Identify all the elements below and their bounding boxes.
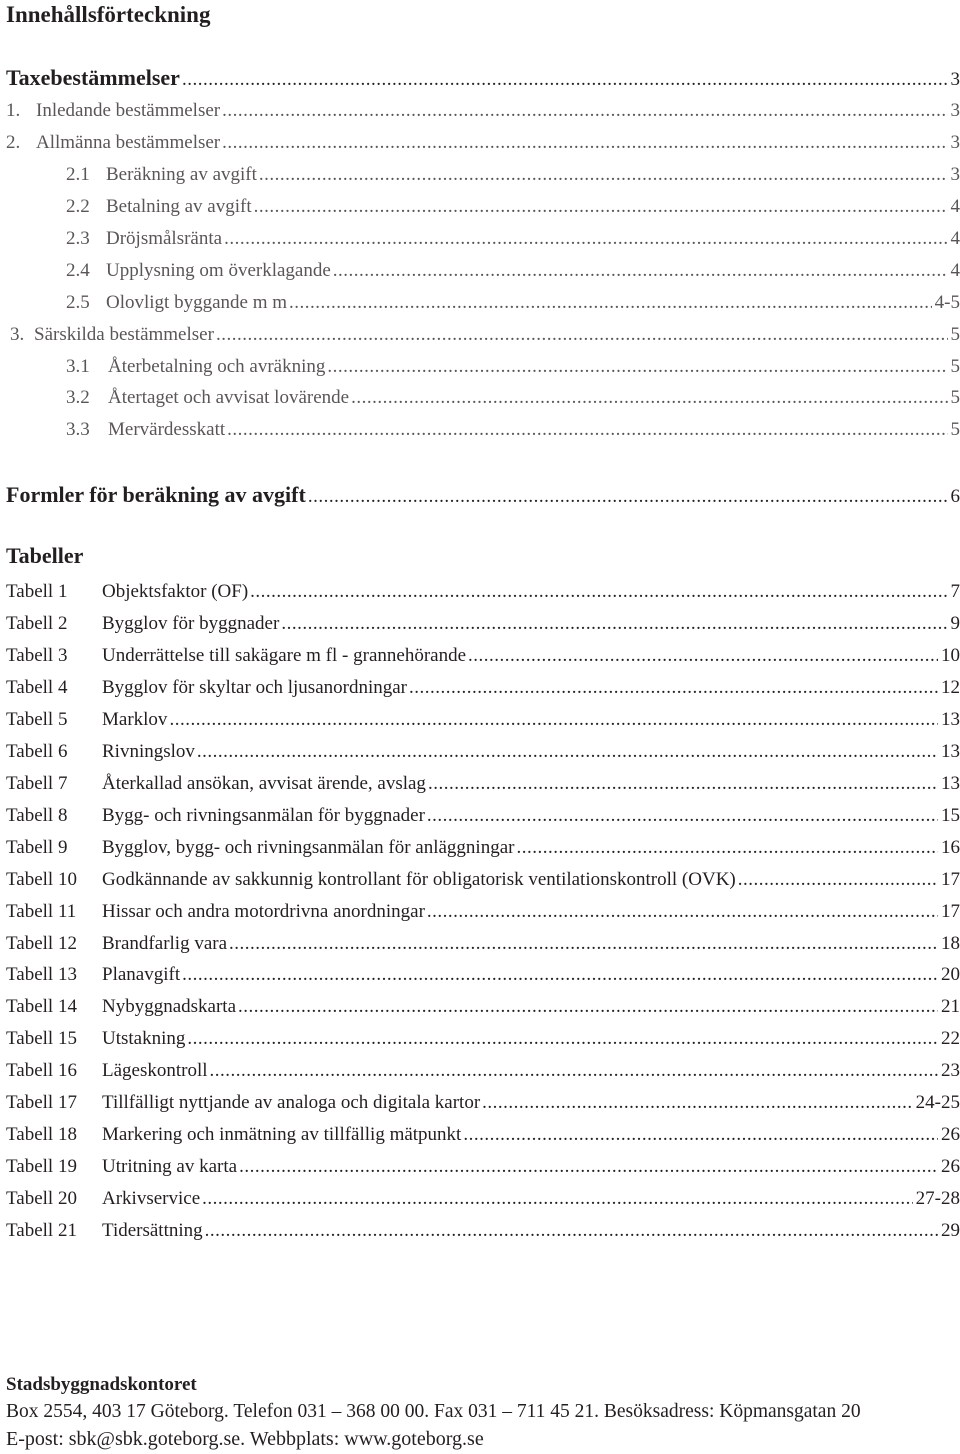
footer-organization: Stadsbyggnadskontoret (6, 1374, 197, 1395)
table-label: Godkännande av sakkunnig kontrollant för obligatorisk ventilationskontroll (OVK) (102, 869, 736, 890)
leader-dots (187, 1024, 938, 1054)
toc-page: 4 (950, 260, 960, 281)
table-number: Tabell 19 (6, 1156, 77, 1177)
toc-label: Formler för beräkning av avgift (6, 482, 306, 507)
leader-dots (468, 641, 938, 671)
table-label: Tidersättning (102, 1220, 203, 1241)
toc-entry-taxebestammelser[interactable] (0, 63, 960, 93)
table-number: Tabell 10 (6, 869, 77, 890)
leader-dots (463, 1120, 938, 1150)
toc-number: 3.2 (66, 387, 90, 408)
table-entry[interactable] (0, 1184, 960, 1214)
table-number: Tabell 15 (6, 1028, 77, 1049)
leader-dots (738, 865, 938, 895)
toc-number: 3. (10, 324, 25, 345)
table-entry[interactable] (0, 769, 960, 799)
table-page: 10 (941, 645, 960, 666)
table-page: 9 (950, 613, 960, 634)
leader-dots (259, 160, 948, 190)
toc-number: 1. (6, 100, 21, 121)
tabeller-heading: Tabeller (6, 543, 84, 568)
table-entry[interactable] (0, 1024, 960, 1054)
table-entry[interactable] (0, 1152, 960, 1182)
toc-page: 5 (950, 356, 960, 377)
table-entry[interactable] (0, 737, 960, 767)
table-entry[interactable] (0, 992, 960, 1022)
toc-page: 3 (950, 164, 960, 185)
table-label: Arkivservice (102, 1188, 201, 1209)
table-entry[interactable] (0, 641, 960, 671)
table-page: 13 (941, 709, 960, 730)
table-entry[interactable] (0, 1216, 960, 1246)
table-number: Tabell 6 (6, 741, 68, 762)
leader-dots (197, 737, 938, 767)
toc-page: 5 (950, 324, 960, 345)
table-page: 18 (941, 933, 960, 954)
toc-label: Mervärdesskatt (108, 419, 226, 440)
leader-dots (327, 352, 947, 382)
table-label: Bygg- och rivningsanmälan för byggnader (102, 805, 425, 826)
footer-address: Box 2554, 403 17 Göteborg. Telefon 031 – 368 00 00. Fax 031 – 711 45 21. Besöksadress: Köpmansgatan 20 (6, 1401, 861, 1422)
page-title: Innehållsförteckning (6, 2, 211, 27)
toc-entry-2[interactable] (0, 128, 960, 158)
leader-dots (182, 960, 938, 990)
toc-page: 3 (950, 69, 960, 90)
toc-label: Särskilda bestämmelser (34, 324, 214, 345)
toc-entry-2-1[interactable] (0, 160, 960, 190)
toc-page: 4-5 (934, 292, 960, 313)
toc-label: Taxebestämmelser (6, 65, 180, 90)
table-label: Objektsfaktor (OF) (102, 581, 249, 602)
table-entry[interactable] (0, 1088, 960, 1118)
table-number: Tabell 4 (6, 677, 68, 698)
table-page: 20 (941, 964, 960, 985)
leader-dots (250, 577, 947, 607)
toc-number: 2.1 (66, 164, 90, 185)
table-page: 26 (941, 1124, 960, 1145)
leader-dots (427, 801, 938, 831)
leader-dots (516, 833, 938, 863)
toc-entry-3-3[interactable] (0, 415, 960, 445)
leader-dots (216, 320, 948, 350)
table-number: Tabell 17 (6, 1092, 77, 1113)
table-page: 27-28 (915, 1188, 960, 1209)
toc-label: Olovligt byggande m m (106, 292, 288, 313)
table-entry[interactable] (0, 960, 960, 990)
toc-page: 3 (950, 132, 960, 153)
toc-entry-3-1[interactable] (0, 352, 960, 382)
table-number: Tabell 20 (6, 1188, 77, 1209)
table-entry[interactable] (0, 833, 960, 863)
leader-dots (238, 992, 938, 1022)
table-number: Tabell 1 (6, 581, 68, 602)
toc-number: 3.1 (66, 356, 90, 377)
leader-dots (308, 482, 948, 512)
leader-dots (427, 897, 938, 927)
table-page: 15 (941, 805, 960, 826)
toc-label: Beräkning av avgift (106, 164, 257, 185)
table-page: 17 (941, 869, 960, 890)
toc-entry-2-2[interactable] (0, 192, 960, 222)
toc-label: Allmänna bestämmelser (36, 132, 221, 153)
toc-page: 5 (950, 419, 960, 440)
table-page: 13 (941, 773, 960, 794)
table-number: Tabell 5 (6, 709, 68, 730)
table-number: Tabell 13 (6, 964, 77, 985)
toc-label: Återbetalning och avräkning (108, 356, 326, 377)
toc-label: Inledande bestämmelser (36, 100, 221, 121)
table-entry[interactable] (0, 801, 960, 831)
table-label: Hissar och andra motordrivna anordningar (102, 901, 425, 922)
leader-dots (409, 673, 938, 703)
table-entry[interactable] (0, 609, 960, 639)
toc-label: Upplysning om överklagande (106, 260, 331, 281)
leader-dots (254, 192, 948, 222)
table-label: Bygglov för byggnader (102, 613, 280, 634)
toc-page: 3 (950, 100, 960, 121)
table-label: Bygglov för skyltar och ljusanordningar (102, 677, 408, 698)
table-label: Rivningslov (102, 741, 195, 762)
table-number: Tabell 11 (6, 901, 77, 922)
leader-dots (229, 929, 938, 959)
footer-contact: E-post: sbk@sbk.goteborg.se. Webbplats: www.goteborg.se (6, 1428, 484, 1450)
toc-label: Återtaget och avvisat lovärende (108, 387, 350, 408)
table-label: Underrättelse till sakägare m fl - grannehörande (102, 645, 467, 666)
toc-entry-3-2[interactable] (0, 383, 960, 413)
toc-label: Betalning av avgift (106, 196, 252, 217)
toc-page: 4 (950, 228, 960, 249)
table-entry[interactable] (0, 705, 960, 735)
table-page: 21 (941, 996, 960, 1017)
table-page: 17 (941, 901, 960, 922)
table-number: Tabell 21 (6, 1220, 77, 1241)
table-number: Tabell 16 (6, 1060, 77, 1081)
table-number: Tabell 18 (6, 1124, 77, 1145)
toc-number: 2. (6, 132, 21, 153)
toc-entry-2-3[interactable] (0, 224, 960, 254)
table-label: Utstakning (102, 1028, 186, 1049)
table-page: 26 (941, 1156, 960, 1177)
table-entry[interactable] (0, 577, 960, 607)
table-label: Planavgift (102, 964, 181, 985)
table-number: Tabell 12 (6, 933, 77, 954)
table-label: Markering och inmätning av tillfällig mätpunkt (102, 1124, 462, 1145)
toc-entry-3[interactable] (0, 320, 960, 350)
table-page: 7 (950, 581, 960, 602)
table-entry[interactable] (0, 865, 960, 895)
toc-entry-2-4[interactable] (0, 256, 960, 286)
toc-entry-formler[interactable] (0, 480, 960, 510)
toc-number: 3.3 (66, 419, 90, 440)
leader-dots (289, 288, 932, 318)
leader-dots (227, 415, 947, 445)
table-entry[interactable] (0, 897, 960, 927)
toc-number: 2.5 (66, 292, 90, 313)
table-label: Marklov (102, 709, 168, 730)
table-number: Tabell 8 (6, 805, 68, 826)
table-page: 23 (941, 1060, 960, 1081)
toc-entry-2-5[interactable] (0, 288, 960, 318)
table-label: Utritning av karta (102, 1156, 238, 1177)
table-page: 29 (941, 1220, 960, 1241)
table-number: Tabell 9 (6, 837, 68, 858)
table-label: Tillfälligt nyttjande av analoga och digitala kartor (102, 1092, 481, 1113)
leader-dots (182, 65, 948, 95)
table-entry[interactable] (0, 929, 960, 959)
table-label: Återkallad ansökan, avvisat ärende, avslag (102, 773, 426, 794)
toc-number: 2.4 (66, 260, 90, 281)
leader-dots (239, 1152, 938, 1182)
toc-page: 6 (950, 486, 960, 507)
leader-dots (222, 128, 947, 158)
leader-dots (428, 769, 938, 799)
table-page: 22 (941, 1028, 960, 1049)
toc-entry-1[interactable] (0, 96, 960, 126)
leader-dots (210, 1056, 938, 1086)
toc-label: Dröjsmålsränta (106, 228, 223, 249)
toc-page: 5 (950, 387, 960, 408)
table-label: Bygglov, bygg- och rivningsanmälan för anläggningar (102, 837, 515, 858)
table-label: Lägeskontroll (102, 1060, 208, 1081)
table-number: Tabell 2 (6, 613, 68, 634)
table-number: Tabell 14 (6, 996, 77, 1017)
leader-dots (169, 705, 938, 735)
toc-number: 2.3 (66, 228, 90, 249)
table-number: Tabell 3 (6, 645, 68, 666)
leader-dots (281, 609, 947, 639)
leader-dots (202, 1184, 913, 1214)
table-label: Nybyggnadskarta (102, 996, 237, 1017)
leader-dots (222, 96, 947, 126)
table-entry[interactable] (0, 673, 960, 703)
table-page: 16 (941, 837, 960, 858)
leader-dots (333, 256, 948, 286)
leader-dots (351, 383, 947, 413)
table-entry[interactable] (0, 1056, 960, 1086)
leader-dots (205, 1216, 938, 1246)
toc-page: 4 (950, 196, 960, 217)
table-label: Brandfarlig vara (102, 933, 228, 954)
table-entry[interactable] (0, 1120, 960, 1150)
table-page: 13 (941, 741, 960, 762)
table-number: Tabell 7 (6, 773, 68, 794)
leader-dots (224, 224, 947, 254)
table-page: 24-25 (915, 1092, 960, 1113)
leader-dots (482, 1088, 913, 1118)
table-page: 12 (941, 677, 960, 698)
toc-number: 2.2 (66, 196, 90, 217)
